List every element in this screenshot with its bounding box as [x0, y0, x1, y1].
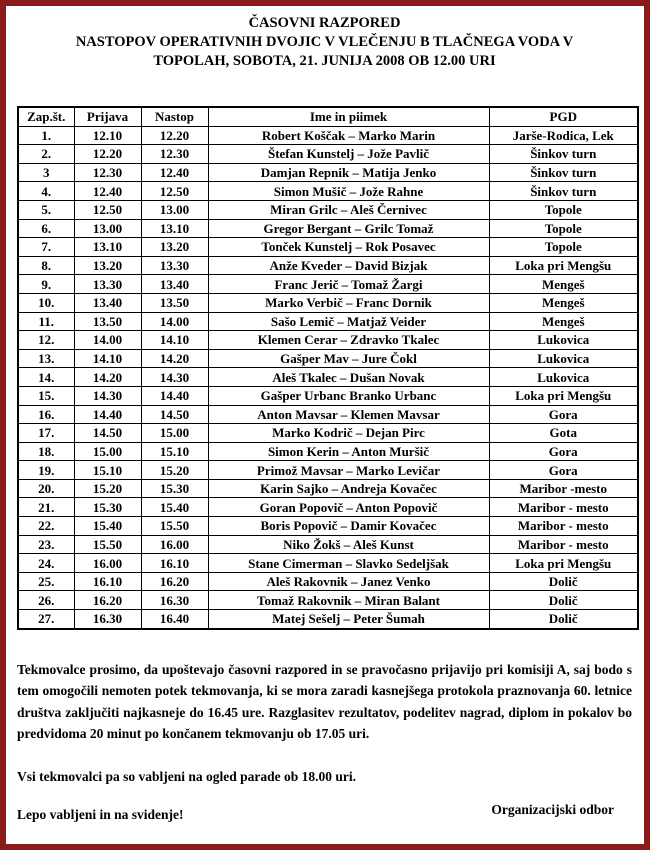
table-cell: 14.20 [141, 349, 208, 368]
table-row [18, 610, 638, 629]
table-cell: 13.20 [74, 256, 141, 275]
table-row [18, 368, 638, 387]
table-cell: Mengeš [489, 275, 638, 294]
table-cell: 14.30 [74, 386, 141, 405]
schedule-table-body [18, 126, 638, 629]
notes-paragraph-1: Tekmovalce prosimo, da upoštevajo časovni razpored in se pravočasno prijavijo pri komisiji A, saj bodo s tem omogočili nemoten potek tekmovanja, ki se mora zaradi kasnejšega protokola praznovanja 60. letnice društva zaključiti najkasneje do 16.45 ure. Razglasitev rezultatov, podelitev nagrad, diplom in pokalov bo predvidoma 20 minut po končanem tekmovanju ob 17.05 uri. [17, 661, 632, 742]
table-cell: 16.00 [74, 554, 141, 573]
table-cell: 21. [18, 498, 74, 517]
table-cell: 25. [18, 572, 74, 591]
table-cell: 12.20 [74, 145, 141, 164]
table-cell: 19. [18, 461, 74, 480]
table-cell: Klemen Cerar – Zdravko Tkalec [208, 331, 489, 350]
table-cell: Primož Mavsar – Marko Levičar [208, 461, 489, 480]
table-cell: Lukovica [489, 368, 638, 387]
table-row [18, 275, 638, 294]
table-cell: 24. [18, 554, 74, 573]
table-cell: Topole [489, 200, 638, 219]
table-cell: Marko Kodrič – Dejan Pirc [208, 424, 489, 443]
table-row [18, 424, 638, 443]
table-cell: 16.10 [141, 554, 208, 573]
table-cell: 14.50 [141, 405, 208, 424]
table-cell: Štefan Kunstelj – Jože Pavlič [208, 145, 489, 164]
table-cell: Gora [489, 461, 638, 480]
header-row [18, 107, 638, 126]
table-cell: 4. [18, 182, 74, 201]
table-cell: Gašper Urbanc Branko Urbanc [208, 386, 489, 405]
table-row [18, 163, 638, 182]
closing-row [17, 804, 632, 826]
table-cell: 12.50 [74, 200, 141, 219]
col-header-zap-st: Zap.št. [18, 107, 74, 126]
table-cell: 14.10 [74, 349, 141, 368]
table-cell: 26. [18, 591, 74, 610]
table-cell: 11. [18, 312, 74, 331]
table-cell: 10. [18, 293, 74, 312]
table-cell: 16.30 [141, 591, 208, 610]
table-cell: 15.40 [141, 498, 208, 517]
table-cell: Niko Žokš – Aleš Kunst [208, 535, 489, 554]
notes-paragraph-2: Vsi tekmovalci pa so vabljeni na ogled parade ob 18.00 uri. [17, 768, 357, 784]
table-row [18, 293, 638, 312]
table-cell: 27. [18, 610, 74, 629]
col-header-nastop: Nastop [141, 107, 208, 126]
notes-section [17, 659, 632, 826]
table-cell: 14.20 [74, 368, 141, 387]
schedule-table [17, 106, 639, 630]
table-cell: Stane Cimerman – Slavko Sedeljšak [208, 554, 489, 573]
table-cell: Marko Verbič – Franc Dornik [208, 293, 489, 312]
table-row [18, 200, 638, 219]
table-cell: 18. [18, 442, 74, 461]
table-cell: 3 [18, 163, 74, 182]
table-cell: 13. [18, 349, 74, 368]
table-cell: 15.10 [74, 461, 141, 480]
table-cell: 13.00 [74, 219, 141, 238]
page-title [17, 14, 632, 71]
table-row [18, 461, 638, 480]
table-cell: 23. [18, 535, 74, 554]
table-cell: Boris Popovič – Damir Kovačec [208, 517, 489, 536]
table-cell: 6. [18, 219, 74, 238]
table-cell: Maribor -mesto [489, 479, 638, 498]
table-row [18, 145, 638, 164]
table-cell: Topole [489, 219, 638, 238]
table-cell: 5. [18, 200, 74, 219]
table-row [18, 554, 638, 573]
table-cell: Anton Mavsar – Klemen Mavsar [208, 405, 489, 424]
table-cell: 13.50 [141, 293, 208, 312]
table-cell: 9. [18, 275, 74, 294]
table-cell: Tomaž Rakovnik – Miran Balant [208, 591, 489, 610]
table-cell: 12.30 [141, 145, 208, 164]
table-cell: 14.00 [74, 331, 141, 350]
table-cell: 12.40 [74, 182, 141, 201]
table-cell: Goran Popovič – Anton Popovič [208, 498, 489, 517]
table-cell: 15.50 [141, 517, 208, 536]
table-cell: 12.30 [74, 163, 141, 182]
table-cell: Jarše-Rodica, Lek [489, 126, 638, 145]
table-row [18, 405, 638, 424]
closing-greeting: Lepo vabljeni in na svidenje! [17, 807, 184, 823]
table-row [18, 591, 638, 610]
table-cell: Dolič [489, 591, 638, 610]
table-row [18, 182, 638, 201]
table-cell: Damjan Repnik – Matija Jenko [208, 163, 489, 182]
table-cell: 14.40 [74, 405, 141, 424]
table-row [18, 331, 638, 350]
table-cell: Maribor - mesto [489, 535, 638, 554]
table-cell: Topole [489, 238, 638, 257]
table-cell: Loka pri Mengšu [489, 256, 638, 275]
table-cell: 15.40 [74, 517, 141, 536]
closing-signature: Organizacijski odbor [491, 802, 614, 818]
table-cell: 15.10 [141, 442, 208, 461]
schedule-table-header [18, 107, 638, 126]
table-cell: Maribor - mesto [489, 498, 638, 517]
col-header-prijava: Prijava [74, 107, 141, 126]
table-cell: Simon Mušič – Jože Rahne [208, 182, 489, 201]
table-cell: Simon Kerin – Anton Muršič [208, 442, 489, 461]
title-line-3: TOPOLAH, SOBOTA, 21. JUNIJA 2008 OB 12.00 URI [153, 53, 496, 69]
col-header-ime-in-piimek: Ime in piimek [208, 107, 489, 126]
table-cell: 15.30 [74, 498, 141, 517]
table-cell: Dolič [489, 610, 638, 629]
table-cell: 13.50 [74, 312, 141, 331]
table-cell: 12.40 [141, 163, 208, 182]
table-row [18, 386, 638, 405]
table-cell: Aleš Rakovnik – Janez Venko [208, 572, 489, 591]
table-cell: 13.10 [141, 219, 208, 238]
table-cell: Maribor - mesto [489, 517, 638, 536]
table-cell: Miran Grilc – Aleš Černivec [208, 200, 489, 219]
table-cell: 8. [18, 256, 74, 275]
table-cell: Anže Kveder – David Bizjak [208, 256, 489, 275]
table-cell: Matej Sešelj – Peter Šumah [208, 610, 489, 629]
table-cell: Karin Sajko – Andreja Kovačec [208, 479, 489, 498]
table-cell: Gora [489, 405, 638, 424]
table-cell: Mengeš [489, 293, 638, 312]
table-cell: 16.00 [141, 535, 208, 554]
table-cell: 12.10 [74, 126, 141, 145]
table-row [18, 349, 638, 368]
table-cell: 2. [18, 145, 74, 164]
table-cell: Tonček Kunstelj – Rok Posavec [208, 238, 489, 257]
table-cell: Dolič [489, 572, 638, 591]
table-cell: 12.20 [141, 126, 208, 145]
title-line-2: NASTOPOV OPERATIVNIH DVOJIC V VLEČENJU B TLAČNEGA VODA V [75, 34, 574, 50]
table-cell: 15.20 [74, 479, 141, 498]
table-cell: 15.00 [74, 442, 141, 461]
table-row [18, 517, 638, 536]
table-cell: 14.50 [74, 424, 141, 443]
table-row [18, 219, 638, 238]
table-cell: 16.20 [74, 591, 141, 610]
table-cell: Sašo Lemič – Matjaž Veider [208, 312, 489, 331]
table-cell: Mengeš [489, 312, 638, 331]
table-cell: Šinkov turn [489, 145, 638, 164]
table-cell: 16.10 [74, 572, 141, 591]
table-cell: 12.50 [141, 182, 208, 201]
table-cell: 7. [18, 238, 74, 257]
table-cell: 13.20 [141, 238, 208, 257]
table-cell: Gregor Bergant – Grilc Tomaž [208, 219, 489, 238]
table-row [18, 256, 638, 275]
table-row [18, 535, 638, 554]
table-cell: Loka pri Mengšu [489, 386, 638, 405]
table-cell: 13.30 [141, 256, 208, 275]
table-cell: 13.00 [141, 200, 208, 219]
table-cell: Franc Jerič – Tomaž Žargi [208, 275, 489, 294]
table-row [18, 498, 638, 517]
table-row [18, 126, 638, 145]
table-cell: 15.00 [141, 424, 208, 443]
table-cell: 1. [18, 126, 74, 145]
table-row [18, 312, 638, 331]
table-cell: 14.30 [141, 368, 208, 387]
table-cell: 15.20 [141, 461, 208, 480]
title-line-1: ČASOVNI RAZPORED [248, 15, 401, 31]
table-cell: Šinkov turn [489, 163, 638, 182]
table-row [18, 572, 638, 591]
table-cell: 15. [18, 386, 74, 405]
table-cell: 17. [18, 424, 74, 443]
table-cell: 13.40 [74, 293, 141, 312]
table-cell: 16.20 [141, 572, 208, 591]
table-cell: 13.30 [74, 275, 141, 294]
table-cell: 16.40 [141, 610, 208, 629]
table-cell: Lukovica [489, 349, 638, 368]
table-cell: Robert Koščak – Marko Marin [208, 126, 489, 145]
table-cell: 14.00 [141, 312, 208, 331]
page-content [6, 6, 644, 844]
table-cell: 15.30 [141, 479, 208, 498]
table-cell: 13.40 [141, 275, 208, 294]
table-cell: Gašper Mav – Jure Čokl [208, 349, 489, 368]
table-cell: Šinkov turn [489, 182, 638, 201]
table-cell: 16. [18, 405, 74, 424]
table-row [18, 442, 638, 461]
table-row [18, 238, 638, 257]
table-cell: Loka pri Mengšu [489, 554, 638, 573]
table-cell: Gota [489, 424, 638, 443]
table-cell: 22. [18, 517, 74, 536]
table-cell: 20. [18, 479, 74, 498]
table-cell: Gora [489, 442, 638, 461]
col-header-pgd: PGD [489, 107, 638, 126]
table-cell: 14.40 [141, 386, 208, 405]
table-cell: 12. [18, 331, 74, 350]
table-cell: Lukovica [489, 331, 638, 350]
table-cell: 14. [18, 368, 74, 387]
table-row [18, 479, 638, 498]
table-cell: Aleš Tkalec – Dušan Novak [208, 368, 489, 387]
table-cell: 16.30 [74, 610, 141, 629]
table-cell: 15.50 [74, 535, 141, 554]
table-cell: 14.10 [141, 331, 208, 350]
table-cell: 13.10 [74, 238, 141, 257]
